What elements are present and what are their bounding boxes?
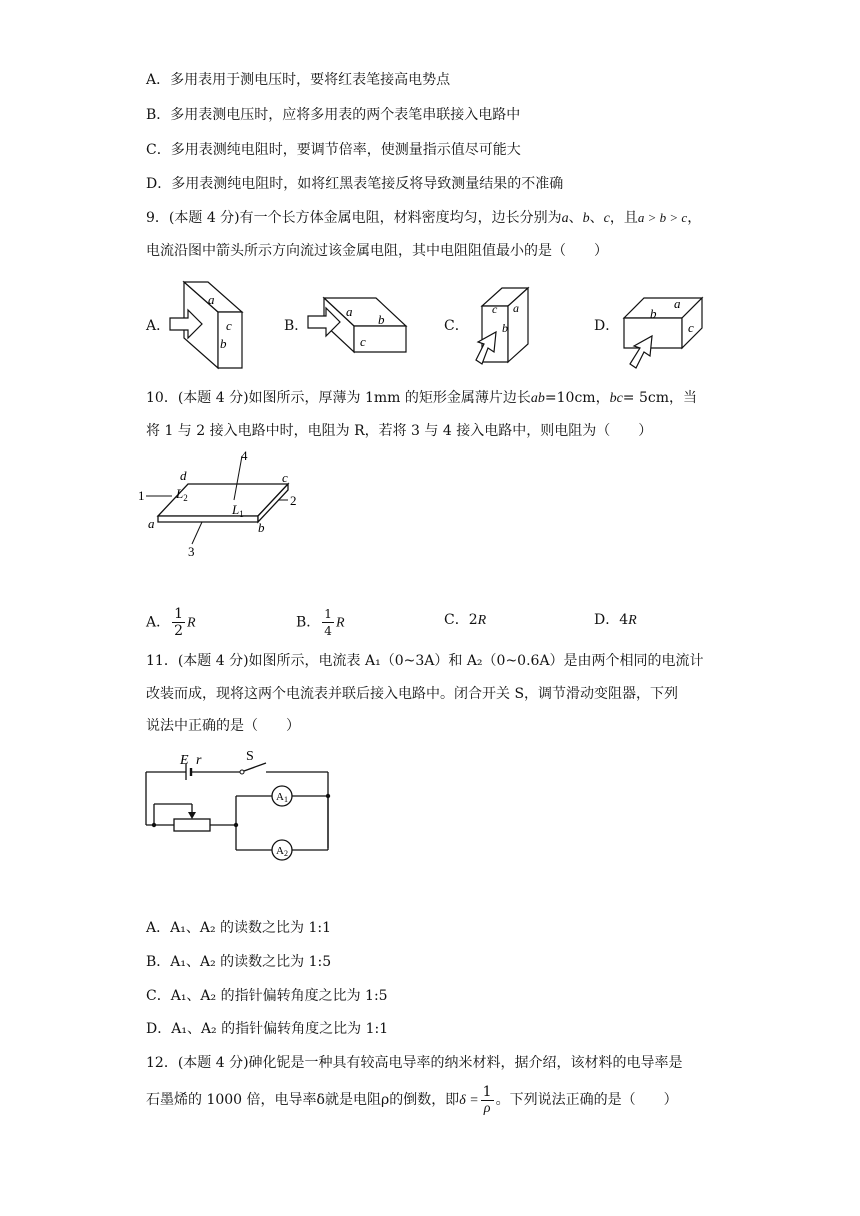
- q9-sep3: ，且: [609, 210, 638, 226]
- q11-fig-r: r: [196, 753, 202, 768]
- q10-option-a-den: 2: [174, 623, 184, 639]
- q9-stem-line1: [146, 208, 701, 229]
- q11-fig-a2-sub: 2: [283, 849, 288, 858]
- q10-fig-corner-c: c: [282, 470, 288, 485]
- q12-stem-end: 。下列说法正确的是（ ）: [495, 1092, 678, 1108]
- q10-comma: ，: [595, 390, 610, 406]
- q10-option-b: [296, 606, 345, 639]
- q10-stem-line2: 将 1 与 2 接入电路中时，电阻为 R，若将 3 与 4 接入电路中，则电阻为（ ）: [146, 423, 653, 439]
- q10-fig-L1-sub: 1: [239, 509, 244, 519]
- q10-fig-label-3: 3: [188, 544, 195, 559]
- q10-fig-L2-sub: 2: [183, 493, 188, 503]
- q10-fig-label-4: 4: [241, 448, 248, 463]
- q9-var-a: a: [561, 211, 569, 226]
- svg-text:b: b: [650, 306, 657, 321]
- q11-fig-s: S: [246, 749, 254, 764]
- q12-stem-line2: [146, 1082, 678, 1119]
- q10-option-b-fraction: [322, 606, 334, 639]
- q11-fig-a2: A: [276, 845, 284, 857]
- q11-stem-line3: 说法中正确的是（ ）: [146, 718, 300, 734]
- q11-option-c: C．A₁、A₂ 的指针偏转角度之比为 1:5: [146, 988, 388, 1004]
- svg-text:b: b: [378, 312, 385, 327]
- svg-text:c: c: [360, 334, 366, 349]
- q9-stem-line2: 电流沿图中箭头所示方向流过该金属电阻，其中电阻阻值最小的是（ ）: [146, 243, 608, 259]
- q10-option-b-den: 4: [324, 624, 332, 638]
- q10-bc: bc: [609, 391, 623, 406]
- svg-text:a: a: [674, 296, 681, 311]
- q10-option-c: [444, 610, 486, 631]
- q9-option-c-label: C．: [444, 318, 469, 334]
- q10-stem-end: ，当: [669, 390, 698, 406]
- q10-option-a: [146, 606, 196, 639]
- q10-stem-line1: [146, 388, 697, 409]
- q9-option-a-label: A．: [146, 318, 171, 334]
- q9-sep1: 、: [568, 210, 583, 226]
- q10-option-c-label: C．2: [444, 612, 478, 628]
- q10-option-d-r: R: [628, 613, 637, 628]
- q10-option-c-r: R: [477, 613, 487, 628]
- q10-fig-L2: L: [176, 486, 184, 501]
- q9-end: ，: [687, 210, 702, 226]
- q10-plate-figure: [138, 448, 318, 562]
- q9-figure-d: [614, 286, 714, 372]
- q10-option-b-r: R: [335, 615, 345, 631]
- q11-option-b: B．A₁、A₂ 的读数之比为 1:5: [146, 954, 332, 970]
- q9-figure-c: [462, 284, 542, 374]
- q9-var-c: c: [603, 211, 610, 226]
- svg-text:c: c: [492, 302, 498, 316]
- q11-stem-line1: 11．(本题 4 分)如图所示，电流表 A₁（0~3A）和 A₂（0~0.6A）是由两个相同的电流计: [146, 653, 704, 669]
- q12-formula-den: ρ: [483, 1100, 491, 1116]
- q9-sep2: 、: [589, 210, 604, 226]
- q11-circuit-figure: [140, 750, 340, 865]
- q11-option-a: A．A₁、A₂ 的读数之比为 1:1: [146, 920, 331, 936]
- q9-stem-text: 9．(本题 4 分)有一个长方体金属电阻，材料密度均匀，边长分别为: [146, 210, 562, 226]
- q10-option-a-label: A．: [146, 614, 171, 631]
- q10-option-a-fraction: [172, 606, 185, 639]
- switch-contact-left: [240, 770, 244, 774]
- q9-var-b: b: [582, 211, 590, 226]
- q10-option-d-label: D．4: [594, 612, 629, 628]
- svg-text:a: a: [346, 304, 353, 319]
- q8-option-c: C．多用表测纯电阻时，要调节倍率，使测量指示值尽可能大: [146, 142, 521, 158]
- q10-fig-label-2: 2: [290, 493, 297, 508]
- svg-text:c: c: [688, 320, 694, 335]
- q12-formula-fraction: [481, 1084, 494, 1117]
- q11-option-d: D．A₁、A₂ 的指针偏转角度之比为 1:1: [146, 1021, 389, 1037]
- q9-inequality: a > b > c: [637, 210, 688, 225]
- q10-fig-corner-b: b: [258, 520, 265, 535]
- q10-fig-corner-a: a: [148, 516, 155, 531]
- q12-stem-line1: 12．(本题 4 分)砷化铌是一种具有较高电导率的纳米材料，据介绍，该材料的电导率是: [146, 1055, 683, 1071]
- svg-text:a: a: [208, 292, 215, 307]
- q8-option-a: A．多用表用于测电压时，要将红表笔接高电势点: [146, 72, 451, 88]
- q9-figure-a: [166, 280, 256, 370]
- q12-stem-text: 石墨烯的 1000 倍，电导率δ就是电阻ρ的倒数，即: [146, 1092, 460, 1108]
- q11-fig-a1-sub: 1: [283, 795, 288, 804]
- q10-ab: ab: [530, 391, 545, 406]
- svg-text:b: b: [220, 336, 227, 351]
- svg-text:a: a: [513, 301, 519, 315]
- q10-option-b-label: B．: [296, 614, 321, 631]
- q12-formula-num: 1: [482, 1083, 492, 1100]
- q11-fig-a1: A: [276, 791, 284, 803]
- q10-fig-L1: L: [232, 502, 240, 517]
- q10-option-a-r: R: [187, 615, 196, 631]
- q10-fig-label-1: 1: [138, 488, 145, 503]
- svg-text:b: b: [502, 321, 508, 335]
- q10-bc-value: = 5cm: [622, 390, 670, 406]
- q10-stem-text: 10．(本题 4 分)如图所示，厚薄为 1mm 的矩形金属薄片边长: [146, 390, 531, 406]
- q11-stem-line2: 改装而成，现将这两个电流表并联后接入电路中。闭合开关 S，调节滑动变阻器，下列: [146, 686, 679, 702]
- q8-option-d: D．多用表测纯电阻时，如将红黑表笔接反将导致测量结果的不准确: [146, 176, 564, 192]
- svg-text:c: c: [226, 318, 232, 333]
- q8-option-b: B．多用表测电压时，应将多用表的两个表笔串联接入电路中: [146, 107, 521, 123]
- switch-s: [244, 763, 266, 771]
- q10-option-d: [594, 610, 637, 631]
- rheostat: [174, 819, 210, 831]
- q12-formula-lhs: δ =: [459, 1093, 479, 1108]
- q11-fig-e: E: [180, 753, 189, 768]
- q10-fig-corner-d: d: [180, 468, 187, 483]
- q10-option-b-num: 1: [324, 607, 332, 621]
- q9-option-b-label: B．: [284, 318, 309, 334]
- q10-option-a-num: 1: [174, 606, 184, 622]
- q9-figure-b: [304, 290, 414, 360]
- q9-option-d-label: D．: [594, 318, 620, 334]
- q10-ab-value: =10cm: [544, 390, 596, 406]
